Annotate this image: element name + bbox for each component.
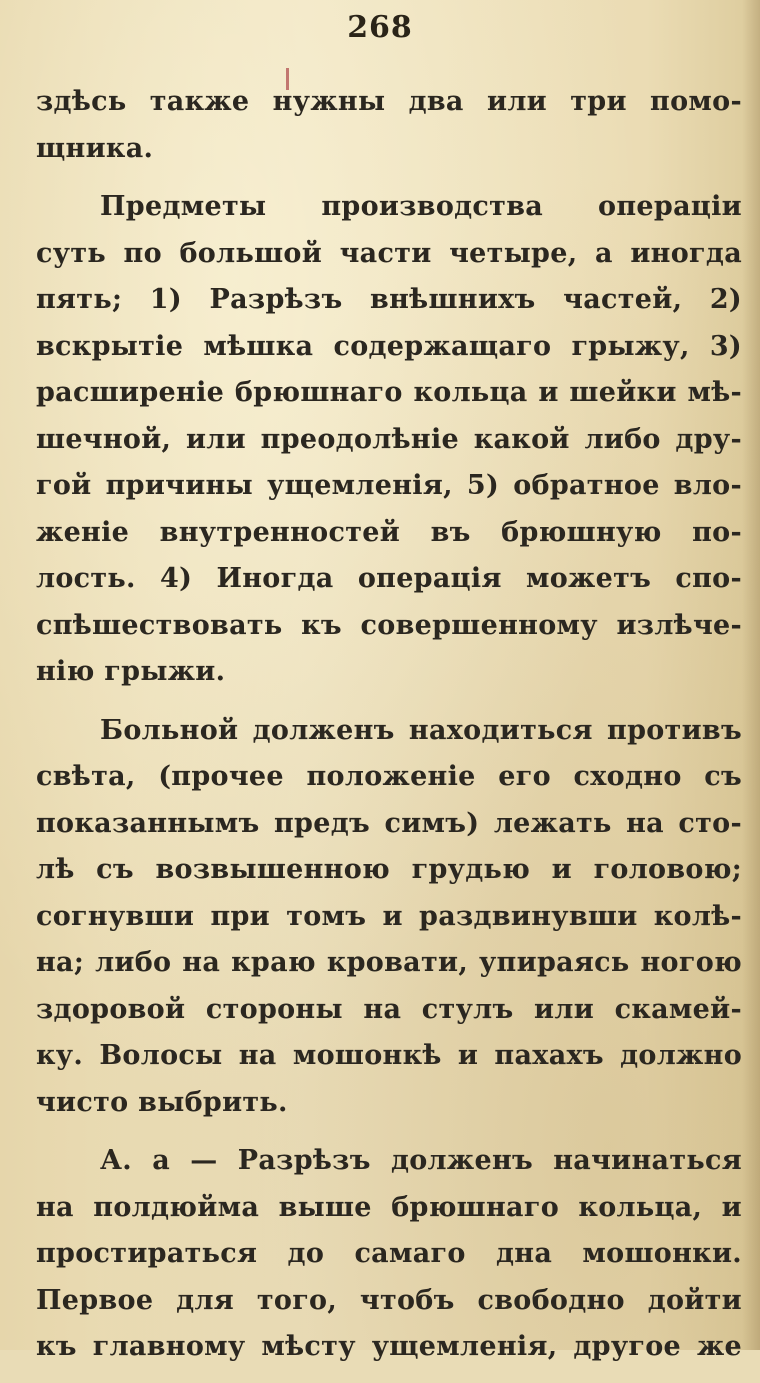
text-line: на полдюйма выше брюшнаго кольца, и: [36, 1191, 742, 1223]
text-line: чисто выбрить.: [36, 1086, 288, 1118]
text-line: женіе внутренностей въ брюшную по-: [36, 516, 742, 548]
text-line: къ главному мѣсту ущемленія, другое же: [36, 1331, 742, 1362]
text-line: вскрытіе мѣшка содержащаго грыжу, 3): [36, 330, 742, 362]
body-text: [36, 79, 742, 1383]
paragraph: [36, 708, 742, 1127]
text-line: гой причины ущемленія, 5) обратное вло-: [36, 470, 742, 501]
text-line: суть по большой части четыре, а иногда: [36, 237, 742, 269]
text-line: спѣшествовать къ совершенному излѣче-: [36, 609, 742, 641]
paragraph: [36, 184, 742, 696]
text-line: здоровой стороны на стулъ или скамей-: [36, 993, 742, 1025]
text-line: щника.: [36, 132, 154, 164]
text-line: здѣсь также нужны два или три помо-: [36, 86, 742, 117]
text-line: лѣ съ возвышенною грудью и головою;: [36, 854, 742, 885]
paragraph: [36, 1138, 742, 1371]
text-line: показаннымъ предъ симъ) лежать на сто-: [36, 807, 742, 839]
text-line: нію грыжи.: [36, 656, 226, 687]
text-line: А. а — Разрѣзъ долженъ начинаться: [100, 1145, 742, 1176]
text-line: Больной долженъ находиться противъ: [100, 714, 742, 746]
text-line: пять; 1) Разрѣзъ внѣшнихъ частей, 2): [36, 284, 742, 315]
text-line: простираться до самаго дна мошонки.: [36, 1238, 742, 1269]
text-line: на; либо на краю кровати, упираясь ногою: [36, 947, 742, 978]
text-line: Первое для того, чтобъ свободно дойти: [36, 1284, 742, 1316]
page-number: 268: [347, 10, 413, 45]
text-line: лость. 4) Иногда операція можетъ спо-: [36, 563, 742, 594]
text-line: свѣта, (прочее положеніе его сходно съ: [36, 761, 742, 792]
text-line: Предметы производства операціи: [100, 191, 742, 222]
paragraph: [36, 79, 742, 172]
text-line: согнувши при томъ и раздвинувши колѣ-: [36, 900, 742, 932]
text-line: ку. Волосы на мошонкѣ и пахахъ должно: [36, 1040, 742, 1071]
page-edge-shadow: [742, 0, 760, 1350]
text-line: расширеніе брюшнаго кольца и шейки мѣ-: [36, 377, 742, 408]
text-line: шечной, или преодолѣніе какой либо дру-: [36, 423, 742, 455]
